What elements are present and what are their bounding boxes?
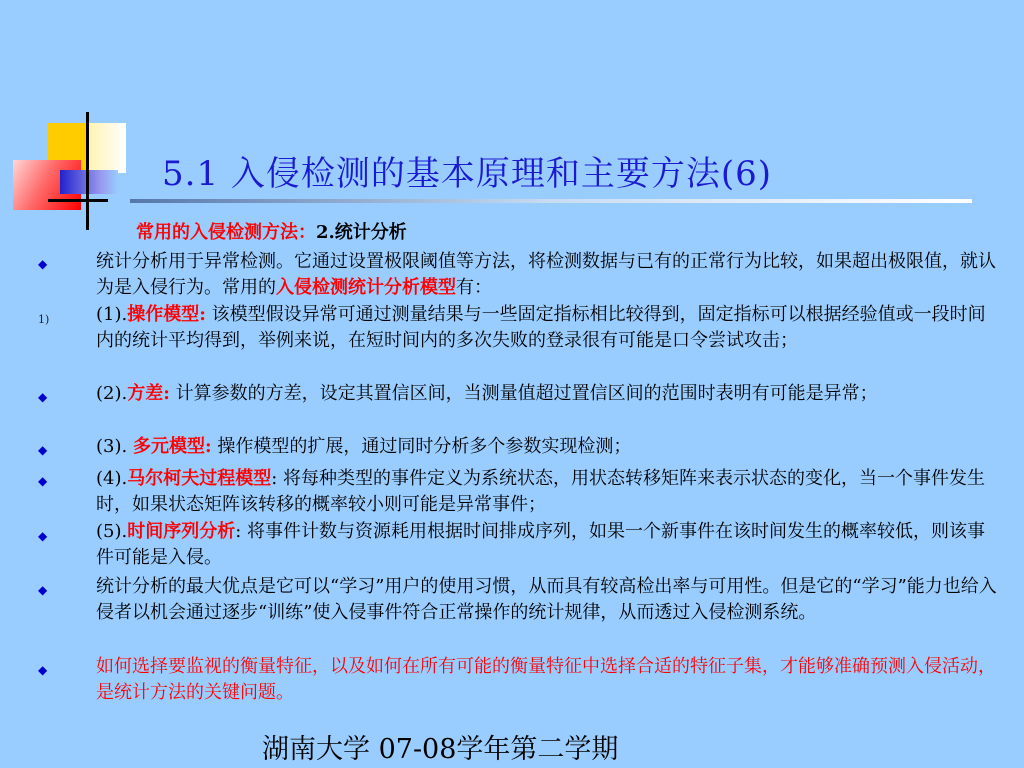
- intro-highlight: 入侵检测统计分析模型: [276, 277, 456, 298]
- decor-pale-yellow-square: [88, 123, 126, 173]
- item-prefix: (3).: [96, 436, 133, 457]
- subtitle-number: 2.: [316, 222, 335, 243]
- list-item-intro: [96, 249, 998, 301]
- item-prefix: (4).: [96, 468, 128, 489]
- item-text: 操作模型的扩展，通过同时分析多个参数实现检测；: [211, 436, 632, 457]
- item-keyword: 方差:: [127, 383, 170, 404]
- intro-text: 统计分析用于异常检测。它通过设置极限阈值等方法，将检测数据与已有的正常行为比较，如果超出极限值，就认为是入侵行为。常用的: [96, 251, 996, 298]
- footer-text: 湖南大学 07-08学年第二学期: [262, 734, 619, 765]
- item-text: 计算参数的方差，设定其置信区间，当测量值超过置信区间的范围时表明有可能是异常；: [169, 383, 878, 404]
- title-underline: [130, 199, 972, 203]
- bullet-diamond-icon: ◆: [38, 257, 48, 271]
- subtitle-label: 常用的入侵检测方法：: [136, 222, 316, 243]
- list-item-advantage: 统计分析的最大优点是它可以“学习”用户的使用习惯，从而具有较高检出率与可用性。但是它的“学习”能力也给入侵者以机会通过逐步“训练”使入侵事件符合正常操作的统计规律，从而透过入侵检测系统。: [96, 576, 997, 623]
- item-keyword: 马尔柯夫过程模型: [127, 468, 272, 489]
- list-item-time-series: [96, 519, 998, 571]
- section-subtitle: [136, 218, 407, 244]
- bullet-diamond-icon: ◆: [38, 474, 48, 488]
- decor-vertical-line: [86, 112, 89, 230]
- item-prefix: (2).: [96, 383, 128, 404]
- bullet-diamond-icon: ◆: [38, 583, 48, 597]
- item-text: : 将每种类型的事件定义为系统状态，用状态转移矩阵来表示状态的变化，当一个事件发生时，如果状态矩阵该转移的概率较小则可能是异常事件；: [96, 468, 986, 515]
- bullet-diamond-icon: ◆: [38, 663, 48, 677]
- list-item-operation-model: [96, 302, 998, 354]
- list-item-multivariate: [96, 434, 998, 460]
- item-text: : 将事件计数与资源耗用根据时间排成序列，如果一个新事件在该时间发生的概率较低，则该事件可能是入侵。: [96, 521, 986, 568]
- list-item-variance: [96, 381, 998, 407]
- decor-blue-bar: [60, 170, 118, 194]
- list-item-key-issue: 如何选择要监视的衡量特征，以及如何在所有可能的衡量特征中选择合适的特征子集，才能够准确预测入侵活动，是统计方法的关键问题。: [96, 656, 996, 703]
- decor-horizontal-line: [48, 199, 108, 202]
- bullet-diamond-icon: ◆: [38, 443, 48, 457]
- list-item-markov: [96, 466, 998, 518]
- bullet-number: 1): [38, 313, 50, 326]
- item-text: 该模型假设异常可通过测量结果与一些固定指标相比较得到，固定指标可以根据经验值或一段时间内的统计平均得到，举例来说，在短时间内的多次失败的登录很有可能是口令尝试攻击；: [96, 304, 986, 351]
- item-keyword: 操作模型:: [127, 304, 206, 325]
- intro-suffix: 有：: [456, 277, 492, 298]
- bullet-diamond-icon: ◆: [38, 529, 48, 543]
- subtitle-method: 统计分析: [334, 222, 407, 243]
- page-title: 5.1 入侵检测的基本原理和主要方法(6): [162, 154, 773, 194]
- item-keyword: 时间序列分析: [127, 521, 236, 542]
- item-keyword: 多元模型:: [132, 436, 212, 457]
- item-prefix: (5).: [96, 521, 128, 542]
- bullet-diamond-icon: ◆: [38, 390, 48, 404]
- item-prefix: (1).: [96, 304, 128, 325]
